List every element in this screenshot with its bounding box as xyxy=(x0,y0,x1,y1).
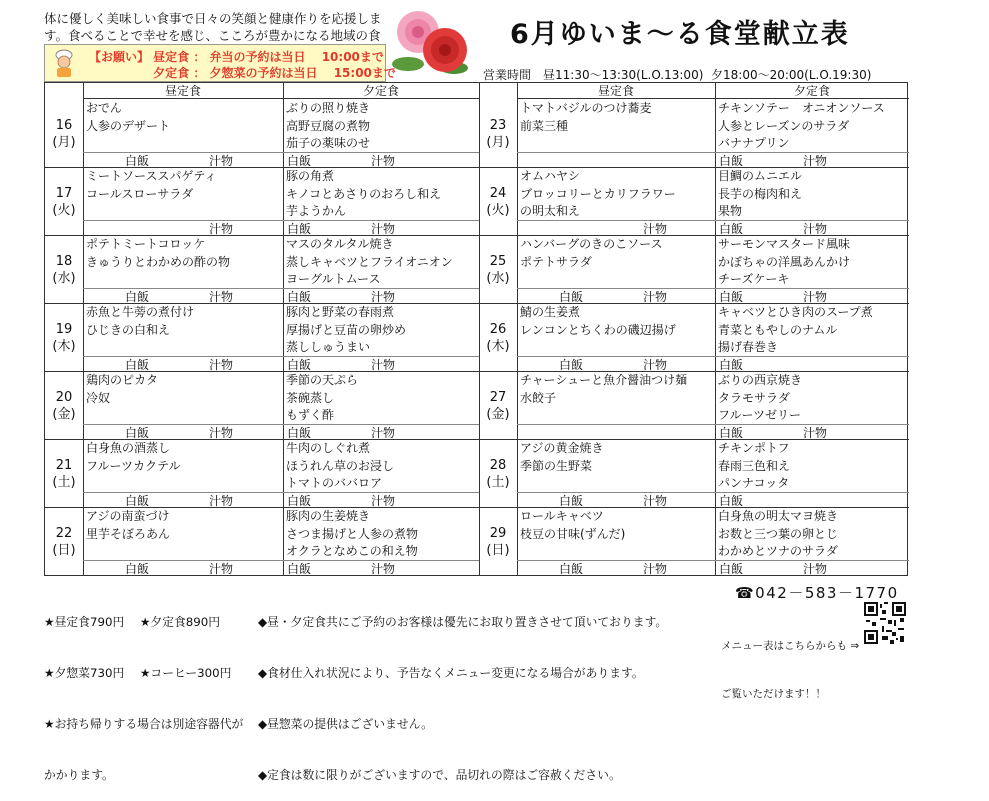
dinner-dish: バナナプリン xyxy=(718,136,790,150)
day-date: 26 xyxy=(489,322,507,337)
day-weekday: (木) xyxy=(486,339,510,354)
dinner-dish: お数と三つ葉の卵とじ xyxy=(718,526,839,541)
lunch-staple: 白飯 汁物 xyxy=(125,290,234,304)
header-dinner-left: 夕定食 xyxy=(283,83,479,99)
lunch-dish: アジの黄金焼き xyxy=(520,441,604,455)
prices-line-2: ★夕惣菜730円 ★コーヒー300円 xyxy=(44,666,232,680)
dinner-dish: 牛肉のしぐれ煮 xyxy=(286,441,371,455)
phone-number: ☎042－583－1770 xyxy=(735,584,899,602)
staple-divider xyxy=(517,424,909,425)
lunch-dish: 水餃子 xyxy=(520,390,557,405)
lunch-staple: 白飯 汁物 xyxy=(125,494,234,508)
prices-line-4: かかります。 xyxy=(44,768,114,782)
lunch-staple: 白飯 汁物 xyxy=(125,562,234,576)
dinner-dish: パンナコッタ xyxy=(718,476,790,490)
day-date: 25 xyxy=(489,254,507,269)
note-1: ◆昼・夕定食共にご予約のお客様は優先にお取り置きさせて頂いております。 xyxy=(258,615,668,629)
day-weekday: (火) xyxy=(486,203,510,218)
dinner-dish: 茶碗蒸し xyxy=(286,390,335,405)
dinner-dish: チーズケーキ xyxy=(718,272,790,286)
lunch-dish: 鯖の生姜煮 xyxy=(520,305,581,319)
dinner-dish: さつま揚げと人参の煮物 xyxy=(286,526,419,541)
notice-dinner: 夕定食 ： 夕惣菜の予約は当日 15:00まで xyxy=(89,66,396,80)
page-title: 6月ゆいま～る食堂献立表 xyxy=(510,19,850,50)
lunch-dish: おでん xyxy=(86,101,122,115)
lunch-dish: アジの南蛮づけ xyxy=(86,509,170,523)
lunch-dish: ポテトサラダ xyxy=(520,254,592,269)
dinner-staple: 白飯 汁物 xyxy=(287,562,396,576)
dinner-dish: 豚の角煮 xyxy=(286,169,335,183)
header-dinner-right: 夕定食 xyxy=(715,83,909,99)
lunch-dish: ロールキャベツ xyxy=(520,509,604,523)
day-weekday: (月) xyxy=(52,135,76,150)
day-weekday: (木) xyxy=(52,339,76,354)
lunch-dish: オムハヤシ xyxy=(520,169,580,183)
menu-table xyxy=(44,82,908,576)
day-weekday: (金) xyxy=(486,407,510,422)
dinner-dish: 蒸ししゅうまい xyxy=(286,340,371,354)
day-date: 21 xyxy=(55,458,73,473)
lunch-dish: 人参のデザート xyxy=(86,118,171,133)
day-date: 20 xyxy=(55,390,73,405)
reservation-notice xyxy=(44,44,396,82)
day-weekday: (金) xyxy=(52,407,76,422)
dinner-dish: マスのタルタル焼き xyxy=(286,237,394,251)
dinner-staple: 白飯 汁物 xyxy=(287,222,396,236)
dinner-dish: キノコとあさりのおろし和え xyxy=(286,186,442,201)
dinner-dish: チキンソテー オニオンソース xyxy=(718,101,885,115)
qr-code-icon[interactable] xyxy=(864,602,906,644)
dinner-staple: 白飯 xyxy=(719,358,744,372)
dinner-dish: 目鯛のムニエル xyxy=(718,169,803,183)
dinner-dish: 厚揚げと豆苗の卵炒め xyxy=(286,322,407,337)
lunch-dish: 鶏肉のピカタ xyxy=(86,373,159,387)
dinner-dish: 芋ようかん xyxy=(286,204,347,218)
lunch-dish: ハンバーグのきのこソース xyxy=(520,237,663,251)
dinner-dish: かぼちゃの洋風あんかけ xyxy=(718,254,851,269)
day-date: 24 xyxy=(489,186,507,201)
dinner-staple: 白飯 汁物 xyxy=(287,154,396,168)
lunch-dish: 枝豆の甘味(ずんだ) xyxy=(520,526,626,541)
dinner-staple: 白飯 汁物 xyxy=(287,290,396,304)
lunch-dish: トマトバジルのつけ蕎麦 xyxy=(520,101,652,115)
dinner-staple: 白飯 xyxy=(719,494,744,508)
day-date: 18 xyxy=(55,254,73,269)
day-weekday: (日) xyxy=(486,543,510,558)
lunch-dish: 里芋そぼろあん xyxy=(86,526,171,541)
header-lunch-right: 昼定食 xyxy=(517,83,715,99)
day-weekday: (土) xyxy=(52,475,76,490)
day-weekday: (土) xyxy=(486,475,510,490)
lunch-dish: レンコンとちくわの磯辺揚げ xyxy=(520,322,676,337)
lunch-staple: 汁物 xyxy=(125,222,234,236)
dinner-dish: 人参とレーズンのサラダ xyxy=(718,118,850,133)
day-date: 22 xyxy=(55,526,73,541)
day-date: 19 xyxy=(55,322,73,337)
lunch-dish: フルーツカクテル xyxy=(86,458,181,473)
dinner-dish: フルーツゼリー xyxy=(718,408,802,422)
dinner-dish: ぶりの西京焼き xyxy=(718,373,803,387)
dinner-dish: 高野豆腐の煮物 xyxy=(286,118,371,133)
lunch-dish: 前菜三種 xyxy=(520,118,569,133)
dinner-dish: 果物 xyxy=(718,204,743,218)
dinner-dish: もずく酢 xyxy=(286,408,335,422)
dinner-dish: 蒸しキャベツとフライオニオン xyxy=(286,254,453,269)
day-weekday: (水) xyxy=(486,271,510,286)
lunch-dish: ミートソーススパゲティ xyxy=(86,169,217,183)
dinner-dish: 揚げ春巻き xyxy=(718,340,779,354)
dinner-staple: 白飯 汁物 xyxy=(719,426,828,440)
intro-line-2: す。食べることで幸せを感じ、こころが豊かになる地域の食 xyxy=(44,28,381,43)
chef-illustration-icon xyxy=(51,49,77,77)
lunch-dish: ブロッコリーとカリフラワー xyxy=(520,186,676,201)
dinner-staple: 白飯 汁物 xyxy=(287,426,396,440)
lunch-dish: きゅうりとわかめの酢の物 xyxy=(86,254,231,269)
dinner-dish: 豚肉の生姜焼き xyxy=(286,509,371,523)
lunch-dish: 赤魚と牛蒡の煮付け xyxy=(86,305,195,319)
lunch-staple: 白飯 汁物 xyxy=(559,494,668,508)
lunch-staple: 白飯 汁物 xyxy=(559,358,668,372)
dinner-staple: 白飯 汁物 xyxy=(287,494,396,508)
day-weekday: (火) xyxy=(52,203,76,218)
staple-divider xyxy=(517,152,909,153)
dinner-dish: ヨーグルトムース xyxy=(286,272,381,286)
lunch-dish: ひじきの白和え xyxy=(86,322,171,337)
prices-line-1: ★昼定食790円 ★夕定食890円 xyxy=(44,615,221,629)
day-date: 23 xyxy=(489,118,507,133)
dinner-dish: 白身魚の明太マヨ焼き xyxy=(718,509,839,523)
note-4: ◆定食は数に限りがございますので、品切れの際はご容赦ください。 xyxy=(258,768,621,782)
prices-line-3: ★お持ち帰りする場合は別途容器代が xyxy=(44,717,244,731)
dinner-dish: 茄子の薬味のせ xyxy=(286,136,371,150)
day-weekday: (月) xyxy=(486,135,510,150)
dinner-dish: ほうれん草のお浸し xyxy=(286,458,395,473)
dinner-dish: わかめとツナのサラダ xyxy=(718,544,838,558)
notes xyxy=(258,580,667,801)
lunch-dish: の明太和え xyxy=(520,204,581,218)
note-3: ◆昼惣菜の提供はございません。 xyxy=(258,717,433,731)
day-date: 29 xyxy=(489,526,507,541)
lunch-dish: チャーシューと魚介醤油つけ麺 xyxy=(520,373,688,387)
lunch-staple: 白飯 汁物 xyxy=(125,426,234,440)
day-date: 27 xyxy=(489,390,507,405)
lunch-dish: コールスローサラダ xyxy=(86,186,194,201)
lunch-dish: 季節の生野菜 xyxy=(520,458,593,473)
dinner-dish: トマトのババロア xyxy=(286,476,383,490)
lunch-staple: 白飯 汁物 xyxy=(125,358,234,372)
day-weekday: (水) xyxy=(52,271,76,286)
day-date: 16 xyxy=(55,118,73,133)
dinner-dish: チキンポトフ xyxy=(718,441,790,455)
dinner-dish: 春雨三色和え xyxy=(718,458,791,473)
menu-online-note xyxy=(721,606,859,718)
lunch-staple: 汁物 xyxy=(559,222,668,236)
lunch-staple: 白飯 汁物 xyxy=(559,290,668,304)
dinner-dish: オクラとなめこの和え物 xyxy=(286,544,418,558)
business-hours: 営業時間 昼11:30～13:30(L.O.13:00) 夕18:00～20:00(L.O.19:30) xyxy=(483,68,872,82)
lunch-dish: 白身魚の酒蒸し xyxy=(86,441,171,455)
notice-lunch: 【お願い】 昼定食 ： 弁当の予約は当日 10:00まで xyxy=(89,50,384,64)
column-divider xyxy=(517,83,518,575)
column-divider xyxy=(83,83,84,575)
dinner-dish: タラモサラダ xyxy=(718,390,790,405)
day-date: 17 xyxy=(55,186,73,201)
lunch-staple: 白飯 汁物 xyxy=(559,562,668,576)
peony-flowers-icon xyxy=(388,6,470,80)
intro-line-1: 体に優しく美味しい食事で日々の笑顔と健康作りを応援しま xyxy=(44,11,382,26)
menu-note-line-1: メニュー表はこちらからも ⇒ xyxy=(721,640,860,652)
dinner-staple: 白飯 汁物 xyxy=(719,154,828,168)
menu-note-line-2: ご覧いただけます！！ xyxy=(721,688,826,700)
header-lunch-left: 昼定食 xyxy=(83,83,283,99)
column-divider xyxy=(715,83,716,575)
dinner-staple: 白飯 汁物 xyxy=(287,358,396,372)
dinner-staple: 白飯 汁物 xyxy=(719,222,828,236)
price-list xyxy=(44,580,243,801)
dinner-dish: キャベツとひき肉のスープ煮 xyxy=(718,305,873,319)
dinner-staple: 白飯 汁物 xyxy=(719,290,828,304)
dinner-dish: 季節の天ぷら xyxy=(286,373,359,387)
note-2: ◆食材仕入れ状況により、予告なくメニュー変更になる場合があります。 xyxy=(258,666,644,680)
day-weekday: (日) xyxy=(52,543,76,558)
lunch-dish: 冷奴 xyxy=(86,390,111,405)
dinner-dish: 青菜ともやしのナムル xyxy=(718,322,838,337)
dinner-dish: ぶりの照り焼き xyxy=(286,101,371,115)
lunch-dish: ポテトミートコロッケ xyxy=(86,237,206,251)
dinner-dish: サーモンマスタード風味 xyxy=(718,237,851,251)
dinner-staple: 白飯 汁物 xyxy=(719,562,828,576)
dinner-dish: 長芋の梅肉和え xyxy=(718,186,803,201)
column-divider xyxy=(283,83,284,575)
lunch-staple: 白飯 汁物 xyxy=(125,154,234,168)
day-date: 28 xyxy=(489,458,507,473)
dinner-dish: 豚肉と野菜の春雨煮 xyxy=(286,305,395,319)
